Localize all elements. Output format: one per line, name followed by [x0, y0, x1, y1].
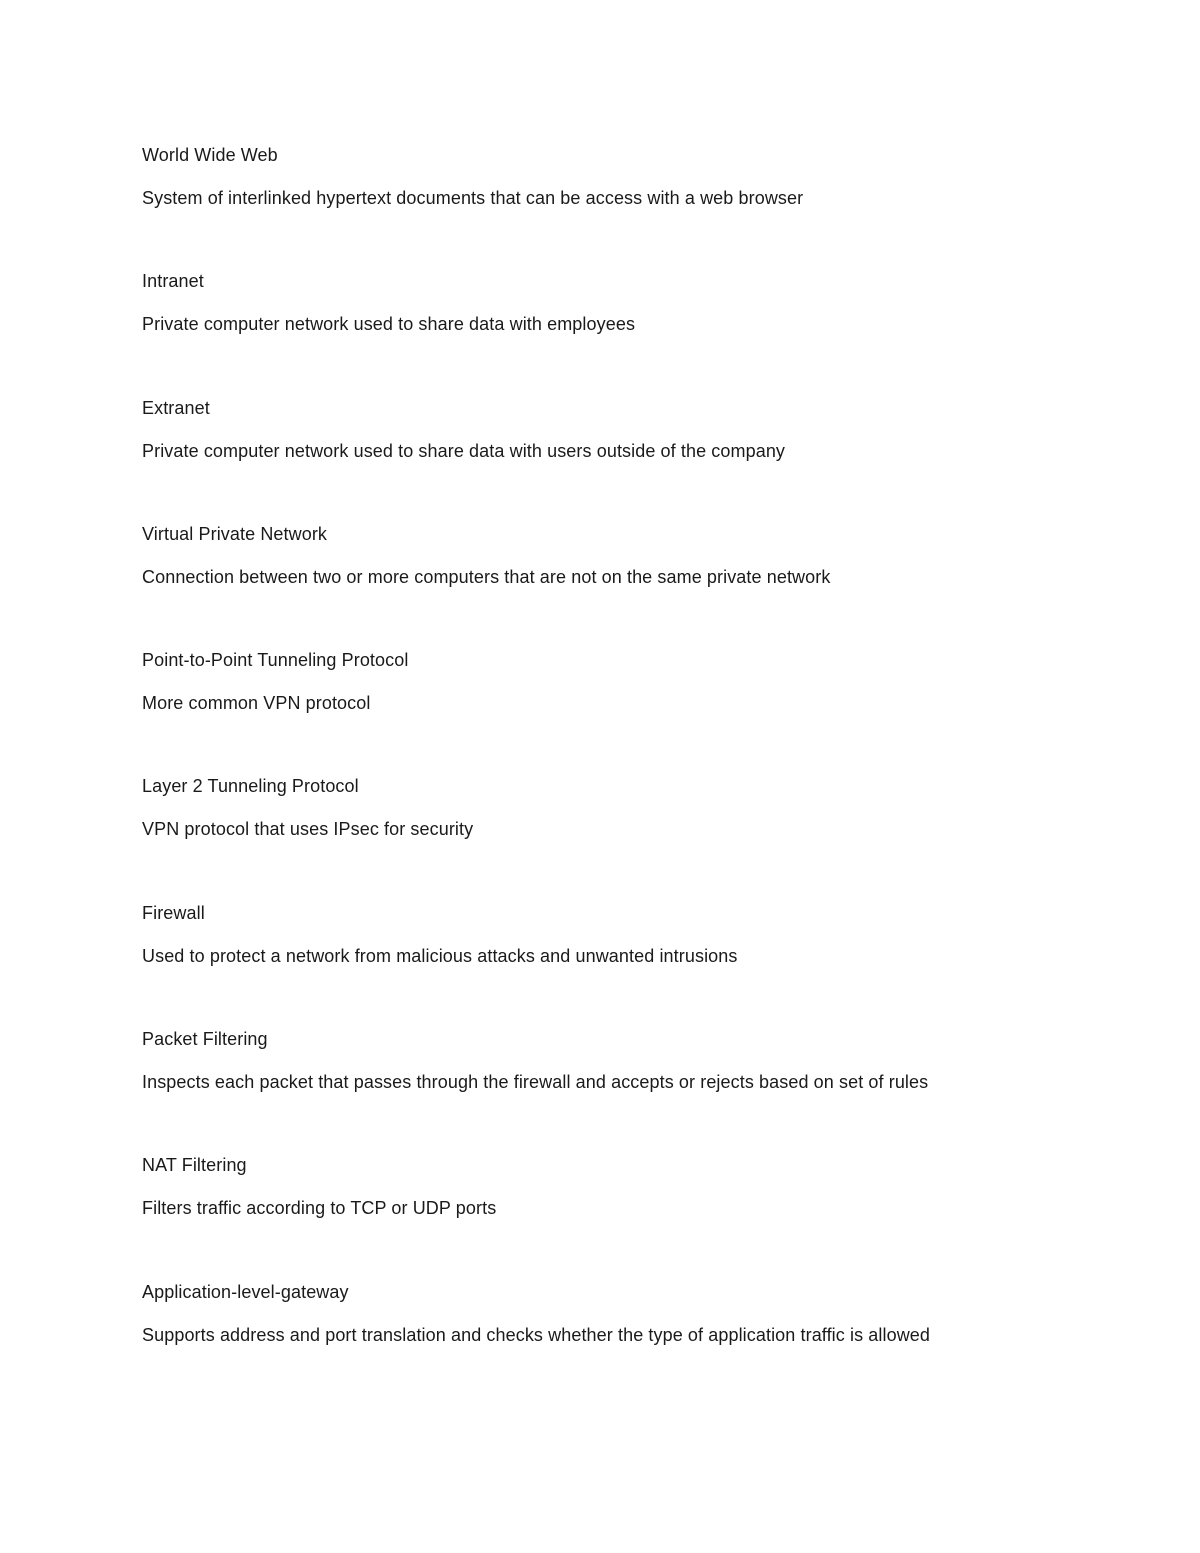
entry-definition: Supports address and port translation and checks whether the type of application traffic is allowed	[142, 1324, 931, 1345]
entry-definition: Filters traffic according to TCP or UDP ports	[142, 1198, 497, 1219]
entry-term: World Wide Web	[142, 145, 278, 165]
glossary-entry	[142, 1153, 1142, 1279]
glossary-entry	[142, 143, 1142, 269]
entry-term: Layer 2 Tunneling Protocol	[142, 776, 359, 797]
entry-definition: VPN protocol that uses IPsec for security	[142, 819, 474, 840]
entry-term: Firewall	[142, 902, 205, 923]
entry-term: Intranet	[142, 271, 204, 292]
entry-term: Point-to-Point Tunneling Protocol	[142, 650, 409, 671]
glossary-entry	[142, 1280, 1142, 1406]
entry-definition: Inspects each packet that passes through the firewall and accepts or rejects based on set of rules	[142, 1072, 929, 1093]
glossary-list	[142, 143, 1142, 1406]
glossary-entry	[142, 774, 1142, 900]
glossary-entry	[142, 1027, 1142, 1153]
entry-term: Application-level-gateway	[142, 1281, 349, 1302]
entry-term: Virtual Private Network	[142, 523, 328, 544]
entry-term: Packet Filtering	[142, 1029, 268, 1050]
entry-definition: Used to protect a network from malicious attacks and unwanted intrusions	[142, 945, 738, 966]
glossary-entry	[142, 396, 1142, 522]
entry-definition: Private computer network used to share data with users outside of the company	[142, 440, 786, 461]
entry-term: NAT Filtering	[142, 1155, 247, 1176]
glossary-entry	[142, 901, 1142, 1027]
entry-term: Extranet	[142, 397, 210, 418]
entry-definition: Connection between two or more computers that are not on the same private network	[142, 566, 831, 587]
entry-definition: Private computer network used to share data with employees	[142, 314, 636, 335]
glossary-entry	[142, 269, 1142, 395]
glossary-entry	[142, 522, 1142, 648]
entry-definition: More common VPN protocol	[142, 693, 371, 714]
glossary-entry	[142, 648, 1142, 774]
entry-definition: System of interlinked hypertext documents that can be access with a web browser	[142, 188, 804, 208]
